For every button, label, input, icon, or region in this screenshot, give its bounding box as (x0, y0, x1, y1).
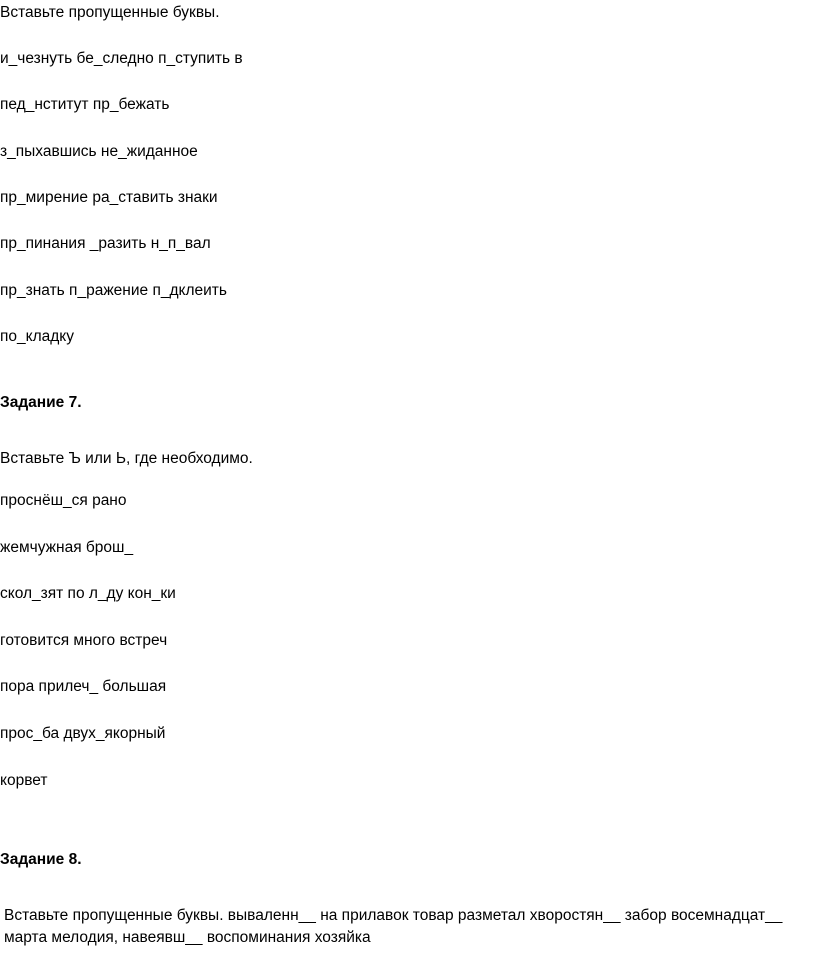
task7-heading: Задание 7. (0, 394, 82, 411)
task6-line-7: по_кладку (0, 328, 75, 345)
task6-line-6: пр_знать п_ражение п_дклеить (0, 282, 227, 299)
task7-line-6: прос_ба двух_якорный (0, 725, 166, 742)
task6-line-3: з_пыхавшись не_жиданное (0, 143, 198, 160)
task6-line-1: и_чезнуть бе_следно п_ступить в (0, 50, 243, 67)
task6-line-4: пр_мирение ра_ставить знаки (0, 189, 218, 206)
task6-line-2: пед_нститут пр_бежать (0, 96, 170, 113)
task7-line-2: жемчужная брош_ (0, 539, 134, 556)
task8-heading: Задание 8. (0, 851, 82, 868)
task6-line-5: пр_пинания _разить н_п_вал (0, 235, 211, 252)
task7-line-7: корвет (0, 772, 48, 789)
task7-line-3: скол_зят по л_ду кон_ки (0, 585, 176, 602)
task8-text: Вставьте пропущенные буквы. вываленн__ на прилавок товар разметал хворостян__ забор восемнадцат__ марта мелодия, навеявш__ воспоминания хозяйка (4, 907, 783, 946)
task6-intro: Вставьте пропущенные буквы. (0, 4, 220, 21)
task7-line-5: пора прилеч_ большая (0, 678, 167, 695)
task7-intro: Вставьте Ъ или Ь, где необходимо. (0, 450, 253, 467)
task7-line-4: готовится много встреч (0, 632, 168, 649)
task7-line-1: проснёш_ся рано (0, 492, 127, 509)
